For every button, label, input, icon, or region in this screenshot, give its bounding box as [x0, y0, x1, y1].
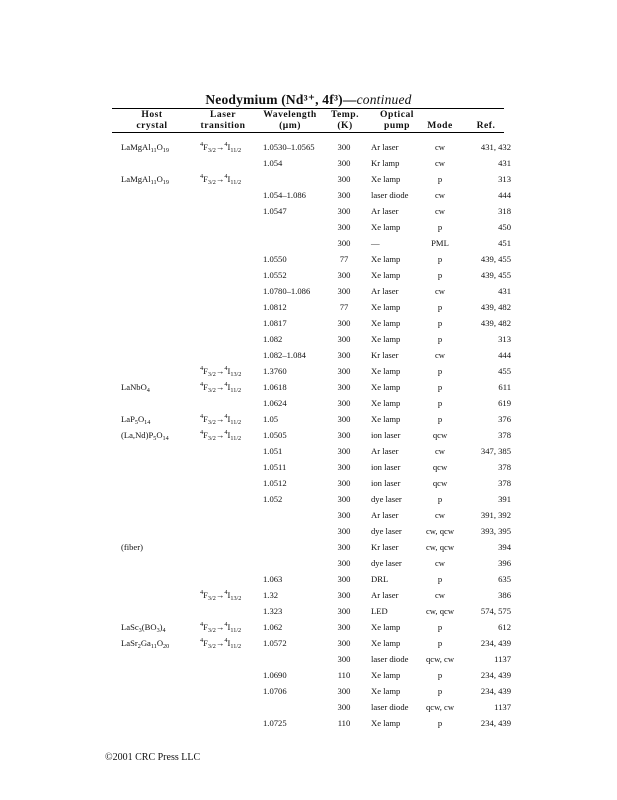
- table-cell-ref: 391, 392: [480, 510, 511, 520]
- table-cell-mode: p: [437, 222, 443, 232]
- table-cell-ref: 612: [498, 622, 511, 632]
- table-cell-mode: cw: [434, 350, 446, 360]
- table-cell-temp: 300: [337, 638, 351, 648]
- table-cell-ref: 234, 439: [480, 718, 511, 728]
- table-cell-temp: 300: [337, 526, 351, 536]
- table-cell-temp: 110: [337, 670, 351, 680]
- table-cell-mode: p: [437, 574, 443, 584]
- header-pump: [368, 109, 426, 131]
- table-cell-mode: cw: [434, 142, 446, 152]
- table-cell-host: LaNbO$_4$: [121, 382, 150, 394]
- table-cell-mode: p: [437, 718, 443, 728]
- table-cell-temp: 77: [339, 254, 349, 264]
- table-cell-pump: Xe lamp: [371, 414, 401, 424]
- table-cell-wl: 1.051: [263, 446, 283, 456]
- table-cell-temp: 300: [337, 494, 351, 504]
- table-cell-trans: $^4F_{3/2}\to^4I_{11/2}$: [200, 141, 242, 154]
- table-cell-temp: 300: [337, 478, 351, 488]
- table-cell-mode: p: [437, 334, 443, 344]
- header-wavelength-line1: Wavelength: [263, 109, 317, 120]
- table-cell-ref: 234, 439: [480, 638, 511, 648]
- table-cell-temp: 300: [337, 334, 351, 344]
- table-cell-ref: 439, 482: [480, 302, 511, 312]
- table-cell-temp: 300: [337, 686, 351, 696]
- table-cell-host: $LaSr_2Ga_{11}O_{20}$: [121, 638, 170, 650]
- table-cell-pump: Xe lamp: [371, 366, 401, 376]
- table-cell-temp: 300: [337, 462, 351, 472]
- table-cell-pump: Xe lamp: [371, 638, 401, 648]
- table-cell-ref: 619: [498, 398, 511, 408]
- table-cell-mode: cw, qcw: [425, 542, 455, 552]
- header-transition: [194, 109, 252, 131]
- header-host-line1: Host: [141, 109, 163, 120]
- table-cell-ref: 431, 432: [480, 142, 511, 152]
- table-cell-trans: $^4F_{3/2}\to^4I_{13/2}$: [200, 365, 242, 378]
- header-transition-line2: transition: [200, 120, 246, 131]
- table-cell-ref: 635: [498, 574, 511, 584]
- table-cell-temp: 300: [337, 158, 351, 168]
- table-cell-pump: Xe lamp: [371, 718, 401, 728]
- table-cell-wl: 1.0552: [263, 270, 287, 280]
- table-cell-mode: qcw, cw: [425, 654, 455, 664]
- table-cell-ref: 1137: [494, 702, 511, 712]
- table-cell-mode: p: [437, 670, 443, 680]
- table-cell-trans: $^4F_{3/2}\to^4I_{13/2}$: [200, 589, 242, 602]
- table-cell-pump: Xe lamp: [371, 270, 401, 280]
- header-transition-line1: Laser: [210, 109, 236, 120]
- table-cell-wl: 1.05: [263, 414, 279, 424]
- table-cell-ref: 439, 455: [480, 270, 511, 280]
- table-cell-wl: 1.0624: [263, 398, 287, 408]
- table-cell-pump: LED: [371, 606, 388, 616]
- table-cell-pump: laser diode: [371, 190, 409, 200]
- table-cell-wl: 1.0572: [263, 638, 287, 648]
- table-cell-pump: ion laser: [371, 478, 401, 488]
- table-cell-wl: 1.0725: [263, 718, 287, 728]
- table-cell-pump: Kr laser: [371, 350, 399, 360]
- table-cell-ref: 393, 395: [480, 526, 511, 536]
- table-cell-pump: Xe lamp: [371, 302, 401, 312]
- header-wavelength-line2: (μm): [279, 120, 301, 131]
- table-cell-pump: Ar laser: [371, 590, 399, 600]
- table-cell-host: $LaMgAl_{11}O_{19}$: [121, 142, 169, 154]
- table-cell-pump: dye laser: [371, 494, 402, 504]
- table-cell-host: $LaP_5O_{14}$: [121, 414, 151, 426]
- table-cell-pump: Xe lamp: [371, 222, 401, 232]
- table-cell-temp: 300: [337, 622, 351, 632]
- table-cell-mode: cw: [434, 158, 446, 168]
- table-cell-pump: Xe lamp: [371, 334, 401, 344]
- table-cell-temp: 300: [337, 574, 351, 584]
- table-cell-pump: Ar laser: [371, 206, 399, 216]
- table-cell-pump: laser diode: [371, 702, 409, 712]
- header-wavelength: [256, 109, 324, 131]
- table-cell-wl: 1.062: [263, 622, 283, 632]
- table-cell-ref: 451: [498, 238, 511, 248]
- table-cell-mode: p: [437, 254, 443, 264]
- table-cell-ref: 1137: [494, 654, 511, 664]
- table-cell-mode: p: [437, 382, 443, 392]
- table-cell-ref: 574, 575: [480, 606, 511, 616]
- table-cell-mode: p: [437, 270, 443, 280]
- table-cell-ref: 439, 482: [480, 318, 511, 328]
- table-cell-temp: 300: [337, 382, 351, 392]
- table-cell-wl: 1.052: [263, 494, 283, 504]
- table-cell-temp: 300: [337, 702, 351, 712]
- table-cell-pump: Kr lamp: [371, 158, 400, 168]
- table-cell-ref: 431: [498, 158, 511, 168]
- table-cell-ref: 234, 439: [480, 686, 511, 696]
- table-cell-mode: cw: [434, 558, 446, 568]
- table-cell-mode: cw: [434, 510, 446, 520]
- table-cell-wl: 1.0547: [263, 206, 287, 216]
- table-cell-pump: laser diode: [371, 654, 409, 664]
- table-cell-temp: 300: [337, 222, 351, 232]
- table-title: [0, 92, 617, 108]
- table-cell-pump: —: [371, 238, 380, 248]
- table-cell-ref: 234, 439: [480, 670, 511, 680]
- header-ref: Ref.: [476, 120, 496, 131]
- table-cell-pump: Kr laser: [371, 542, 399, 552]
- table-cell-wl: 1.0550: [263, 254, 287, 264]
- table-cell-ref: 611: [498, 382, 511, 392]
- table-cell-temp: 300: [337, 654, 351, 664]
- table-cell-pump: Xe lamp: [371, 174, 401, 184]
- table-cell-trans: $^4F_{3/2}\to^4I_{11/2}$: [200, 429, 242, 442]
- table-cell-pump: ion laser: [371, 462, 401, 472]
- table-cell-ref: 313: [498, 174, 511, 184]
- table-cell-mode: p: [437, 686, 443, 696]
- table-cell-ref: 444: [498, 190, 511, 200]
- table-cell-mode: p: [437, 494, 443, 504]
- table-cell-pump: DRL: [371, 574, 389, 584]
- table-cell-pump: Xe lamp: [371, 318, 401, 328]
- table-cell-mode: p: [437, 302, 443, 312]
- table-cell-wl: 1.32: [263, 590, 279, 600]
- header-mode: Mode: [427, 120, 453, 131]
- table-cell-wl: 1.0505: [263, 430, 287, 440]
- title-main: Neodymium (Nd³⁺, 4f³)—: [205, 92, 357, 107]
- table-cell-mode: p: [437, 366, 443, 376]
- table-cell-mode: cw: [434, 286, 446, 296]
- table-cell-ref: 455: [498, 366, 511, 376]
- table-cell-host: $(La,Nd)P_5O_{14}$: [121, 430, 169, 442]
- table-cell-temp: 300: [337, 206, 351, 216]
- table-cell-wl: 1.082: [263, 334, 283, 344]
- table-cell-mode: PML: [431, 238, 449, 248]
- table-cell-trans: $^4F_{3/2}\to^4I_{11/2}$: [200, 413, 242, 426]
- table-cell-mode: cw: [434, 190, 446, 200]
- table-cell-wl: 1.063: [263, 574, 283, 584]
- table-cell-wl: 1.0817: [263, 318, 287, 328]
- table-cell-pump: Xe lamp: [371, 398, 401, 408]
- table-cell-temp: 300: [337, 190, 351, 200]
- table-cell-ref: 444: [498, 350, 511, 360]
- table-cell-ref: 439, 455: [480, 254, 511, 264]
- header-temp-line2: (K): [337, 120, 353, 131]
- copyright-footer: ©2001 CRC Press LLC: [105, 752, 201, 763]
- table-cell-host: (fiber): [121, 542, 143, 552]
- table-cell-mode: qcw, cw: [425, 702, 455, 712]
- table-cell-trans: $^4F_{3/2}\to^4I_{11/2}$: [200, 381, 242, 394]
- table-cell-wl: 1.0530–1.0565: [263, 142, 315, 152]
- table-cell-mode: p: [437, 398, 443, 408]
- table-cell-mode: qcw: [432, 462, 448, 472]
- table-cell-mode: qcw: [432, 478, 448, 488]
- title-continued: continued: [356, 92, 412, 107]
- table-cell-wl: 1.323: [263, 606, 283, 616]
- table-cell-host: $LaMgAl_{11}O_{19}$: [121, 174, 169, 186]
- table-cell-temp: 300: [337, 366, 351, 376]
- table-cell-temp: 300: [337, 606, 351, 616]
- table-cell-wl: 1.082–1.084: [263, 350, 306, 360]
- table-cell-pump: Ar laser: [371, 286, 399, 296]
- table-cell-wl: 1.3760: [263, 366, 287, 376]
- header-pump-line1: Optical: [380, 109, 414, 120]
- header-temp: [326, 109, 364, 131]
- table-cell-ref: 347, 385: [480, 446, 511, 456]
- table-cell-pump: Xe lamp: [371, 254, 401, 264]
- table-cell-wl: 1.0812: [263, 302, 287, 312]
- table-cell-trans: $^4F_{3/2}\to^4I_{11/2}$: [200, 637, 242, 650]
- table-cell-ref: 396: [498, 558, 511, 568]
- table-cell-wl: 1.0706: [263, 686, 287, 696]
- table-cell-mode: cw, qcw: [425, 526, 455, 536]
- table-cell-wl: 1.0511: [263, 462, 287, 472]
- table-cell-mode: cw: [434, 206, 446, 216]
- table-cell-pump: dye laser: [371, 526, 402, 536]
- table-cell-host: $LaSc_3(BO_3)_4$: [121, 622, 166, 634]
- table-cell-temp: 300: [337, 286, 351, 296]
- table-cell-temp: 300: [337, 558, 351, 568]
- table-cell-wl: 1.054: [263, 158, 283, 168]
- table-cell-temp: 300: [337, 270, 351, 280]
- table-cell-temp: 300: [337, 238, 351, 248]
- table-cell-trans: $^4F_{3/2}\to^4I_{11/2}$: [200, 173, 242, 186]
- table-cell-temp: 300: [337, 430, 351, 440]
- table-cell-pump: Xe lamp: [371, 622, 401, 632]
- table-cell-pump: ion laser: [371, 430, 401, 440]
- table-cell-mode: cw: [434, 590, 446, 600]
- table-cell-ref: 378: [498, 430, 511, 440]
- table-cell-temp: 300: [337, 446, 351, 456]
- table-cell-wl: 1.054–1.086: [263, 190, 306, 200]
- table-cell-ref: 431: [498, 286, 511, 296]
- table-cell-ref: 378: [498, 478, 511, 488]
- table-cell-temp: 77: [339, 302, 349, 312]
- table-cell-mode: p: [437, 638, 443, 648]
- table-cell-pump: Xe lamp: [371, 670, 401, 680]
- header-bottom-rule: [112, 132, 504, 133]
- header-host-line2: crystal: [136, 120, 168, 131]
- table-cell-wl: 1.0618: [263, 382, 287, 392]
- table-cell-mode: cw: [434, 446, 446, 456]
- table-cell-temp: 300: [337, 542, 351, 552]
- table-cell-temp: 300: [337, 142, 351, 152]
- table-cell-pump: dye laser: [371, 558, 402, 568]
- table-cell-temp: 110: [337, 718, 351, 728]
- table-cell-ref: 386: [498, 590, 511, 600]
- table-cell-wl: 1.0780–1.086: [263, 286, 311, 296]
- table-cell-wl: 1.0512: [263, 478, 287, 488]
- table-cell-ref: 376: [498, 414, 511, 424]
- table-cell-temp: 300: [337, 174, 351, 184]
- table-cell-temp: 300: [337, 318, 351, 328]
- table-cell-temp: 300: [337, 350, 351, 360]
- table-cell-mode: qcw: [432, 430, 448, 440]
- table-cell-mode: p: [437, 174, 443, 184]
- table-cell-temp: 300: [337, 398, 351, 408]
- table-cell-mode: p: [437, 414, 443, 424]
- table-cell-ref: 318: [498, 206, 511, 216]
- header-temp-line1: Temp.: [330, 109, 359, 120]
- table-cell-temp: 300: [337, 414, 351, 424]
- table-cell-temp: 300: [337, 510, 351, 520]
- table-cell-mode: cw, qcw: [425, 606, 455, 616]
- table-cell-pump: Ar laser: [371, 510, 399, 520]
- table-cell-trans: $^4F_{3/2}\to^4I_{11/2}$: [200, 621, 242, 634]
- header-pump-line2: pump: [384, 120, 410, 131]
- table-cell-pump: Xe lamp: [371, 686, 401, 696]
- table-cell-ref: 450: [498, 222, 511, 232]
- table-cell-mode: p: [437, 318, 443, 328]
- header-host: [112, 109, 192, 131]
- table-cell-ref: 391: [498, 494, 511, 504]
- table-cell-mode: p: [437, 622, 443, 632]
- table-cell-ref: 378: [498, 462, 511, 472]
- table-cell-pump: Ar laser: [371, 142, 399, 152]
- table-cell-wl: 1.0690: [263, 670, 287, 680]
- table-cell-pump: Xe lamp: [371, 382, 401, 392]
- table-cell-pump: Ar laser: [371, 446, 399, 456]
- table-cell-ref: 394: [498, 542, 511, 552]
- table-cell-temp: 300: [337, 590, 351, 600]
- table-cell-ref: 313: [498, 334, 511, 344]
